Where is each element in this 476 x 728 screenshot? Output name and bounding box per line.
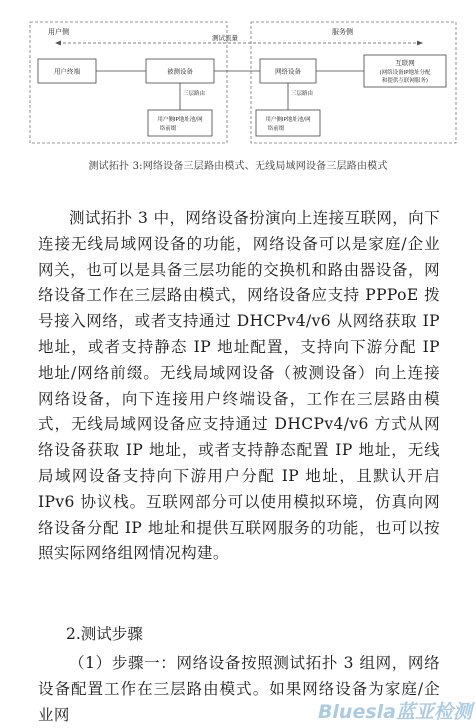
network-device-label: 网络设备 xyxy=(275,67,301,76)
internet-title: 互联网 xyxy=(395,59,415,67)
test-traffic-label: 测试流量 xyxy=(212,34,238,42)
net-address-pool-box xyxy=(256,110,320,136)
user-terminal-label: 用户终端 xyxy=(54,67,80,76)
server-side-label: 服务侧 xyxy=(332,28,353,36)
net-address-pool-line2: 络前缀 xyxy=(267,126,285,132)
net-route-label: 三层路由 xyxy=(291,91,314,97)
test-traffic-arrowhead-left xyxy=(55,41,61,46)
user-side-label: 用户侧 xyxy=(48,28,69,36)
dut-address-pool-line1: 用户侧IP地址池/网 xyxy=(157,117,203,123)
dut-address-pool-box xyxy=(148,110,212,136)
body-paragraph-topology: 测试拓扑 3 中，网络设备扮演向上连接互联网，向下连接无线局域网设备的功能，网络设备可以是家庭/企业网关，也可以是具备三层功能的交换机和路由器设备，网络设备工作在三层路由模式，网络设备应支持 PPPoE 拨号接入网络，或者支持通过 DHCPv4/v6 从网络获取 IP 地址，或者支持静态 IP 地址配置，支持向下游分配 IP 地址/网络前缀。无线局域网设备（被测设备）向上连接网络设备，向下连接用户终端设备，工作在三层路由模式，无线局域网设备应支持通过 DHCPv4/v6 方式从网络设备获取 IP 地址，或者支持静态配置 IP 地址，无线局域网设备支持向下游用户分配 IP 地址，且默认开启 IPv6 协议栈。互联网部分可以使用模拟环境，仿真向网络设备分配 IP 地址和提供互联网服务的功能，也可以按照实际网络组网情况构建。 xyxy=(38,209,440,563)
network-topology-diagram xyxy=(0,0,476,155)
test-traffic-arrowhead-right xyxy=(417,41,423,46)
section-heading-test-steps: 2.测试步骤 xyxy=(66,625,143,643)
watermark-logo: Bluesla蓝亚检测 xyxy=(317,701,472,723)
internet-subtitle-1: (网络设备IP地址分配 xyxy=(379,70,431,76)
dut-address-pool-line2: 络前缀 xyxy=(159,126,177,132)
dut-route-label: 三层路由 xyxy=(183,91,206,97)
body-paragraph-step-one: （1）步骤一：网络设备按照测试拓扑 3 组网，网络设备配置工作在三层路由模式。如果网络设备为家庭/企业网 xyxy=(38,654,440,724)
internet-subtitle-2: 和提供互联网服务) xyxy=(381,78,429,84)
figure-caption: 测试拓扑 3:网络设备三层路由模式、无线局域网设备三层路由模式 xyxy=(88,161,388,172)
dut-label: 被测设备 xyxy=(167,67,193,76)
net-address-pool-line1: 用户侧IP地址池/网 xyxy=(265,117,311,123)
